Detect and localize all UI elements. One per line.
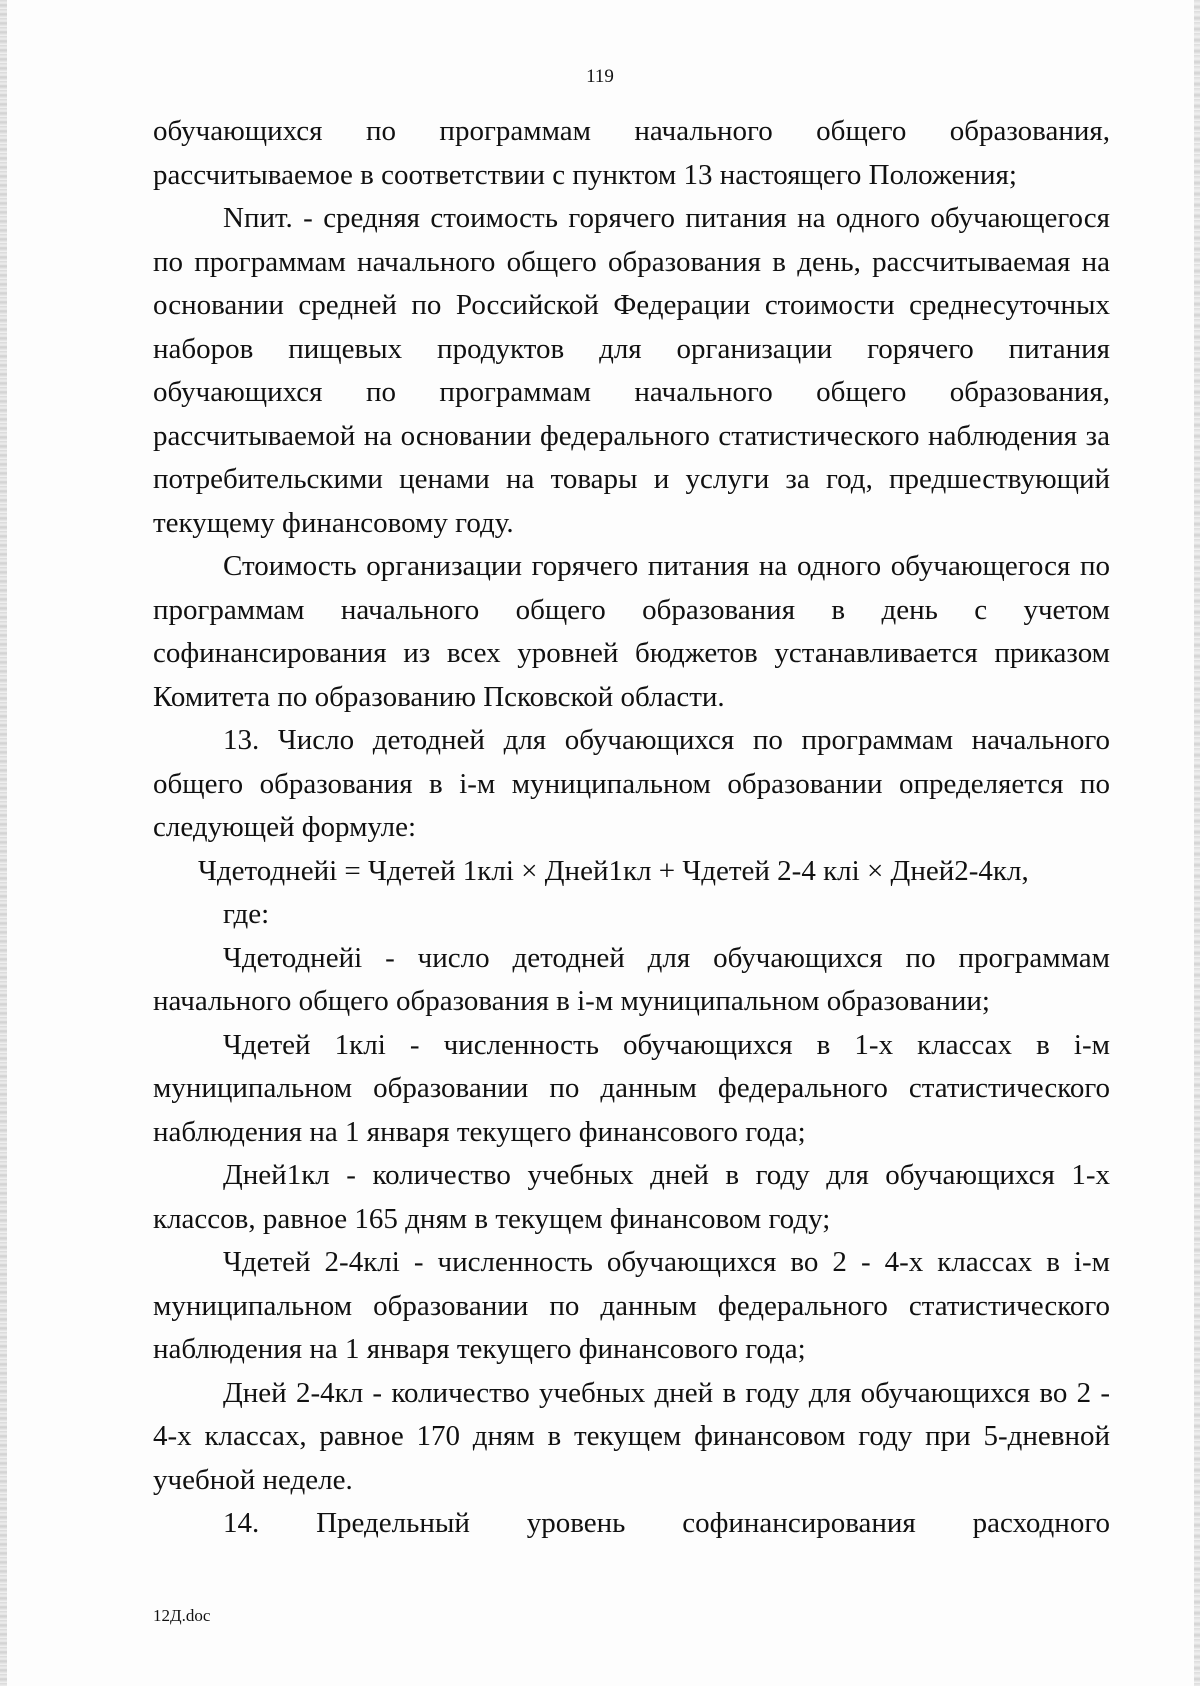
paragraph-item-13: 13. Число детодней для обучающихся по программам начального общего образования в i-м муниципальном образовании определяется по следующей формуле: xyxy=(153,724,1110,843)
formula-where-label: где: xyxy=(223,898,270,930)
definition-days-grade-1: Дней1кл - количество учебных дней в году для обучающихся 1-х классов, равное 165 дням в текущем финансовом году; xyxy=(153,1159,1110,1235)
footer-filename: 12Д.doc xyxy=(153,1606,211,1625)
formula-child-days: Чдетоднейi = Чдетей 1клi × Дней1кл + Чдетей 2-4 клi × Дней2-4кл, xyxy=(198,854,1029,887)
page-number: 119 xyxy=(586,66,614,87)
paragraph-npit-definition: Nпит. - средняя стоимость горячего питания на одного обучающегося по программам начального общего образования в день, рассчитываемая на основании средней по Российской Федерации стоимости среднесуточных наборов пищевых продуктов для организации горячего питания обучающихся по программам начального общего образования, рассчитываемой на основании федерального статистического наблюдения за потребительскими ценами на товары и услуги за год, предшествующий текущему финансовому году. xyxy=(153,202,1110,539)
document-body xyxy=(153,110,1110,1546)
paragraph-continuation: обучающихся по программам начального общего образования, рассчитываемое в соответствии с пунктом 13 настоящего Положения; xyxy=(153,115,1110,191)
paragraph-meal-cost: Стоимость организации горячего питания на одного обучающегося по программам начального общего образования в день с учетом софинансирования из всех уровней бюджетов устанавливается приказом Комитета по образованию Псковской области. xyxy=(153,550,1110,713)
definition-children-grades-2-4: Чдетей 2-4клi - численность обучающихся во 2 - 4-х классах в i-м муниципальном образовании по данным федерального статистического наблюдения на 1 января текущего финансового года; xyxy=(153,1246,1110,1365)
scan-edge-right xyxy=(1194,0,1200,1686)
definition-days-grades-2-4: Дней 2-4кл - количество учебных дней в году для обучающихся во 2 - 4-х классах, равное 170 дням в текущем финансовом году при 5-дневной учебной неделе. xyxy=(153,1376,1110,1496)
definition-child-days: Чдетоднейi - число детодней для обучающихся по программам начального общего образования в i-м муниципальном образовании; xyxy=(153,941,1110,1017)
paragraph-item-14: 14. Предельный уровень софинансирования расходного xyxy=(223,1507,1110,1539)
definition-children-grade-1: Чдетей 1клi - численность обучающихся в 1-х классах в i-м муниципальном образовании по данным федерального статистического наблюдения на 1 января текущего финансового года; xyxy=(153,1028,1110,1148)
scan-edge-left xyxy=(0,0,7,1686)
